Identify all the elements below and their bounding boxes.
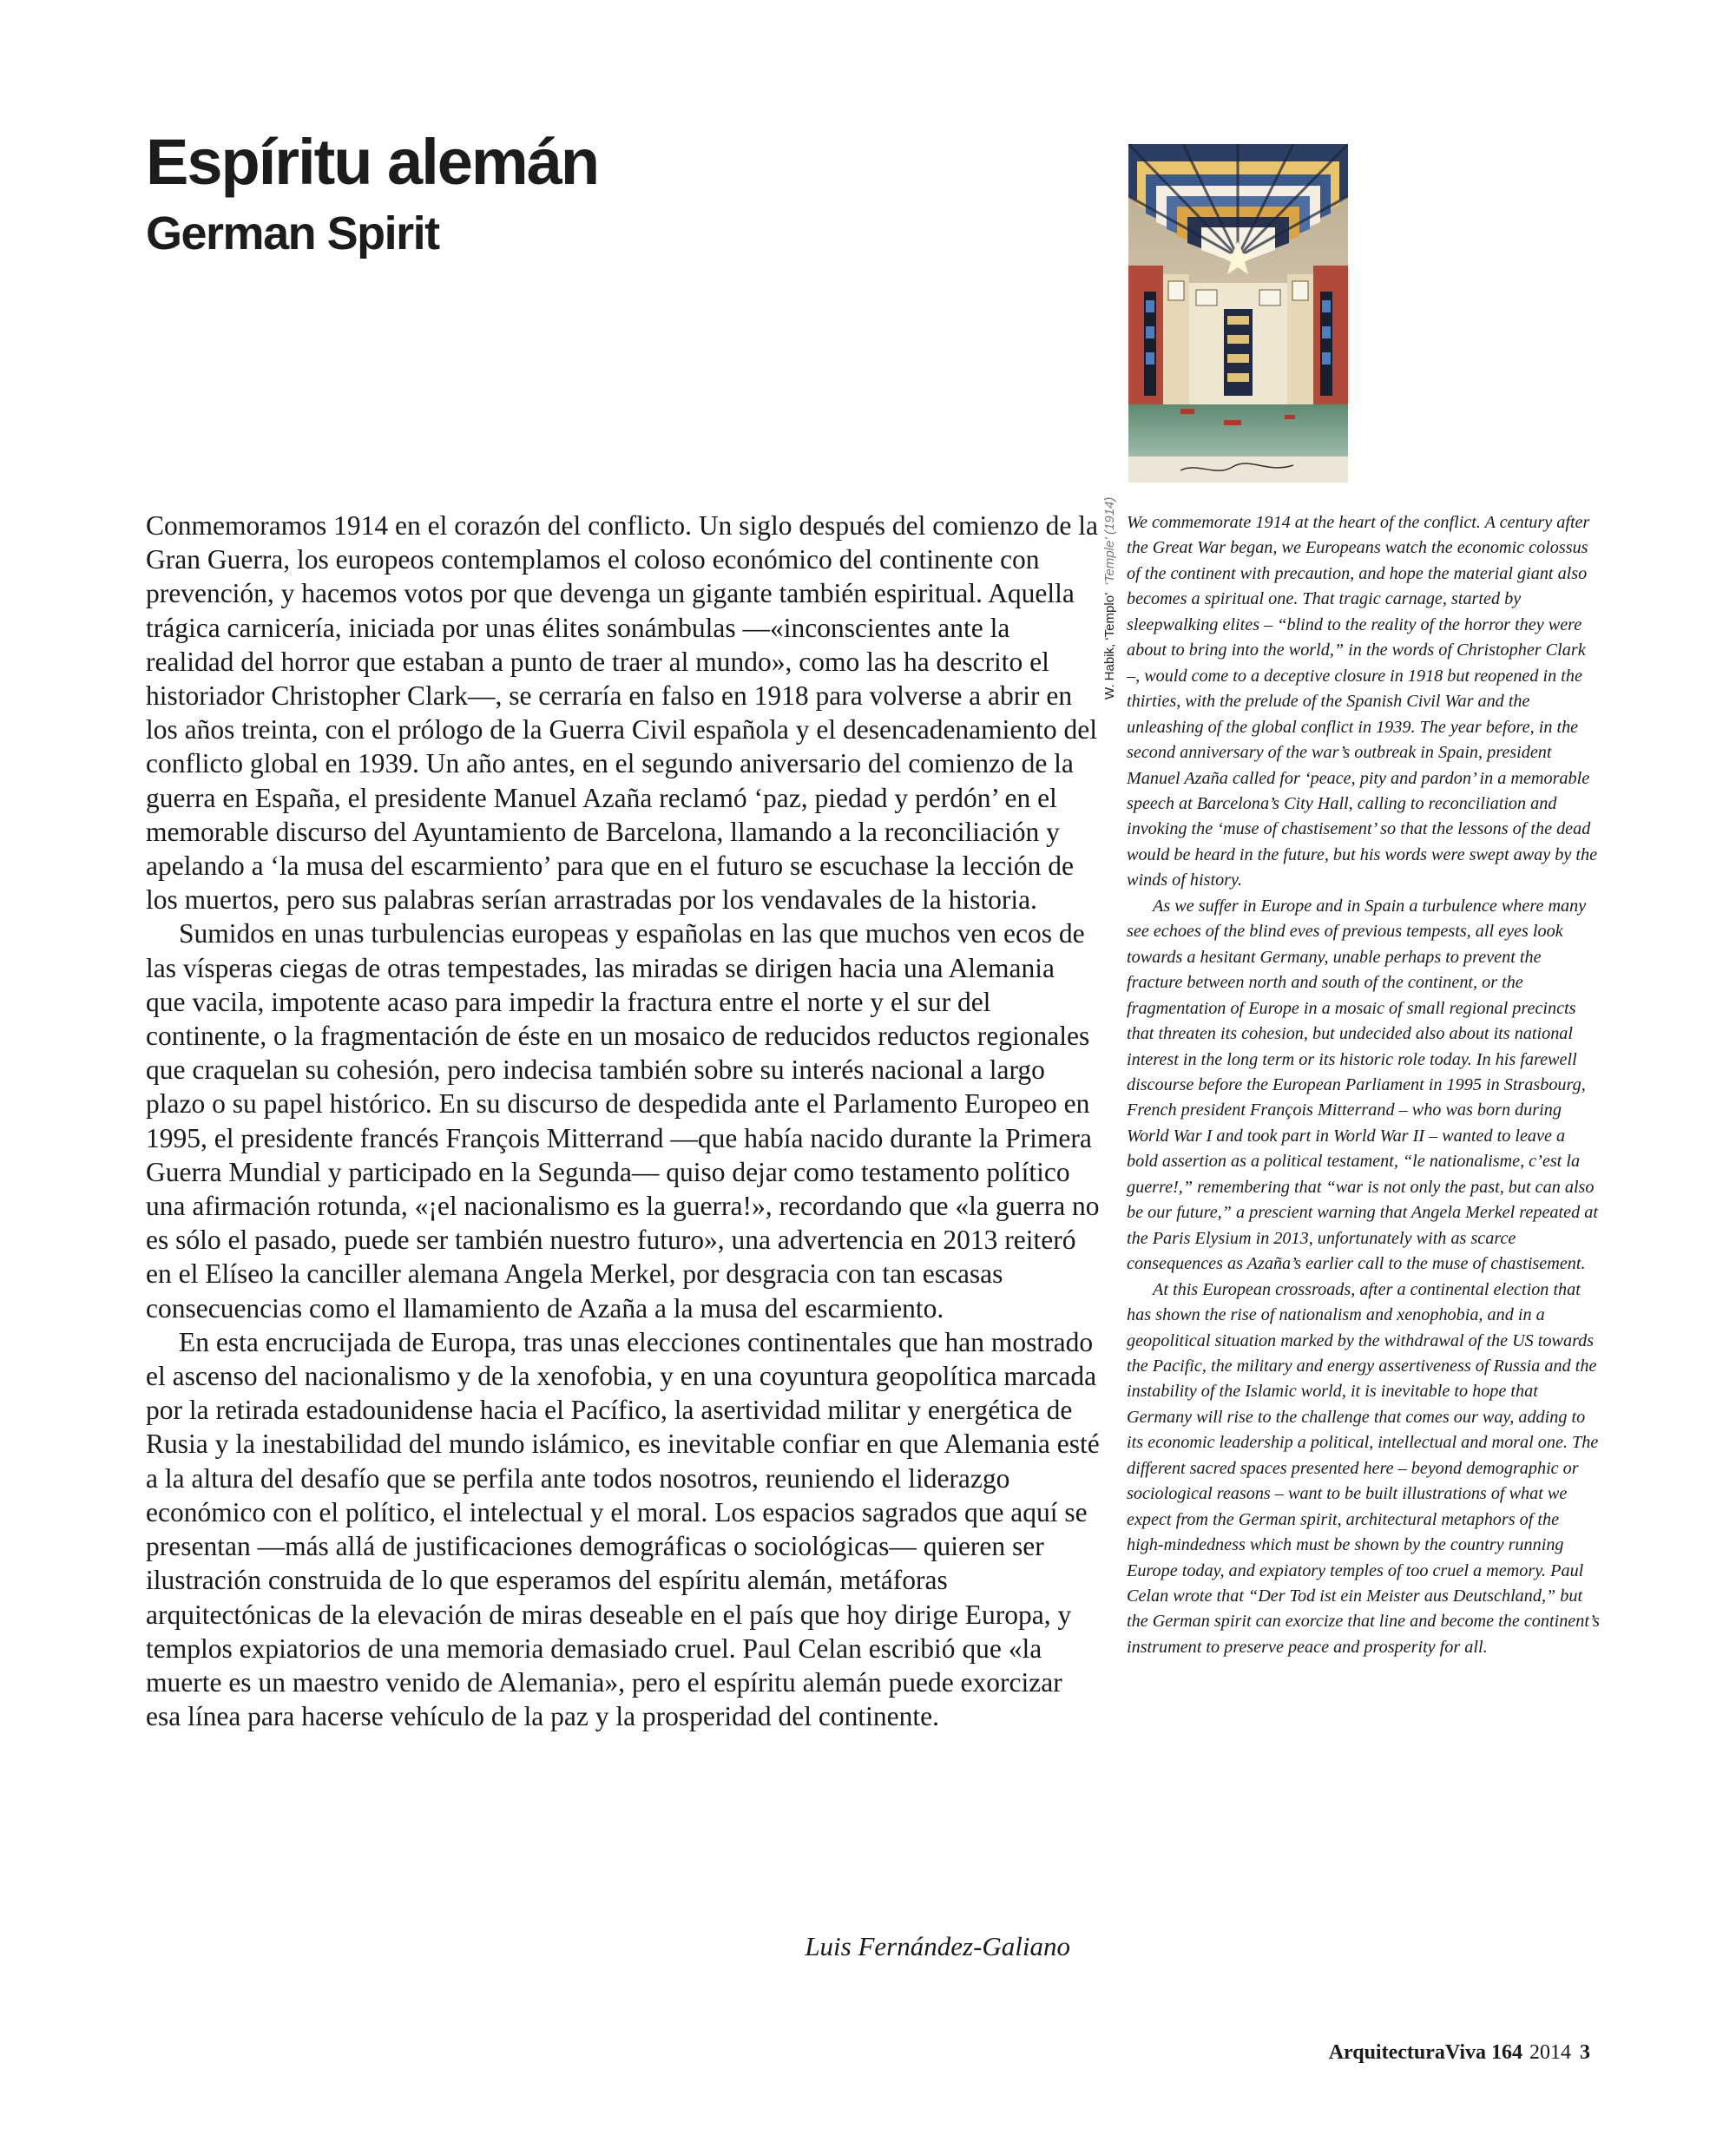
spanish-paragraph: Sumidos en unas turbulencias europeas y españolas en las que muchos ven ecos de las vísperas ciegas de otras tempestades, las miradas se dirigen hacia una Alemania que vacila, impotente acaso para impedir la fractura entre el norte y el sur del continente, o la fragmentación de éste en un mosaico de reducidos reductos regionales que craquelan su cohesión, pero indecisa también sobre su interés nacional a largo plazo o su papel histórico. En su discurso de despedida ante el Parlamento Europeo en 1995, el presidente francés François Mitterrand —que había nacido durante la Primera Guerra Mundial y participado en la Segunda— quiso dejar como testamento político una afirmación rotunda, «¡el nacionalismo es la guerra!», recordando que «la guerra no es sólo el pasado, puede ser también nuestro futuro», una advertencia en 2013 reiteró en el Elíseo la canciller alemana Angela Merkel, por desgracia con tan escasas consecuencias como el llamamiento de Azaña a la musa del escarmiento. — [146, 918, 1100, 1324]
caption-author: W. Habik, ‘Templo’ — [1102, 592, 1117, 700]
author-signature: Luis Fernández-Galiano — [805, 1931, 1070, 1961]
title-block — [146, 126, 599, 259]
figure-caption — [1097, 483, 1123, 700]
spanish-paragraph: En esta encrucijada de Europa, tras unas elecciones continentales que han mostrado el ascenso del nacionalismo y de la xenofobia, y en una coyuntura geopolítica marcada por la retirada estadounidense hacia el Pacífico, la asertividad militar y energética de Rusia y la inestabilidad del mundo islámico, es inevitable confiar en que Alemania esté a la altura del desafío que se perfila ante todos nosotros, reuniendo el liderazgo económico con el político, el intelectual y el moral. Los espacios sagrados que aquí se presentan —más allá de justificaciones demográficas o sociológicas— quieren ser ilustración construida de lo que esperamos del espíritu alemán, metáforas arquitectónicas de la elevación de miras deseable en el país que hoy dirige Europa, y templos expiatorios de una memoria demasiado cruel. Paul Celan escribió que «la muerte es un maestro venido de Alemania», pero el espíritu alemán puede exorcizar esa línea para hacerse vehículo de la paz y la prosperidad del continente. — [146, 1326, 1100, 1732]
page-number: 3 — [1580, 2041, 1590, 2064]
page-subtitle: German Spirit — [146, 207, 439, 259]
english-text-column — [1127, 510, 1600, 1660]
spanish-text-column — [146, 509, 1101, 1733]
issue-year: 2014 — [1529, 2041, 1571, 2064]
english-paragraph: As we suffer in Europe and in Spain a turbulence where many see echoes of the blind eves of previous tempests, all eyes look towards a hesitant Germany, unable perhaps to prevent the fracture between north and south of the continent, or the fragmentation of Europe in a mosaic of small regional precincts that threaten its cohesion, but undecided also about its national interest in the long term or its historic role today. In his farewell discourse before the European Parliament in 1995 in Strasbourg, French president François Mitterrand – who was born during World War I and took part in World War II – wanted to leave a bold assertion as a political testament, “le nationalisme, c’est la guerre!,” remembering that “war is not only the past, but can also be our future,” a prescient warning that Angela Merkel repeated at the Paris Elysium in 2013, unfortunately with as scarce consequences as Azaña’s earlier call to the muse of chastisement. — [1127, 896, 1598, 1274]
temple-illustration — [1128, 144, 1348, 483]
caption-english: ‘Temple’ (1914) — [1102, 496, 1117, 586]
magazine-name: ArquitecturaViva 164 — [1328, 2041, 1522, 2064]
page-title: Espíritu alemán — [146, 126, 599, 198]
page-footer — [1329, 2041, 1590, 2065]
english-paragraph: At this European crossroads, after a continental election that has shown the rise of nationalism and xenophobia, and in a geopolitical situation marked by the withdrawal of the US towards the Pacific, the military and energy assertiveness of Russia and the instability of the Islamic world, it is inevitable to hope that Germany will rise to the challenge that comes our way, adding to its economic leadership a political, intellectual and moral one. The different sacred spaces presented here – beyond demographic or sociological reasons – want to be built illustrations of what we expect from the German spirit, architectural metaphors of the high-mindedness which must be shown by the country running Europe today, and expiatory temples of too cruel a memory. Paul Celan wrote that “Der Tod ist ein Meister aus Deutschland,” but the German spirit can exorcize that line and become the continent’s instrument to preserve peace and prosperity for all. — [1127, 1279, 1600, 1657]
spanish-paragraph: Conmemoramos 1914 en el corazón del conflicto. Un siglo después del comienzo de la Gran Guerra, los europeos contemplamos el coloso económico del continente con prevención, y hacemos votos por que devenga un gigante también espiritual. Aquella trágica carnicería, iniciada por unas élites sonámbulas —«inconscientes ante la realidad del horror que estaban a punto de traer al mundo», como las ha descrito el historiador Christopher Clark—, se cerraría en falso en 1918 para volverse a abrir en los años treinta, con el prólogo de la Guerra Civil española y el desencadenamiento del conflicto global en 1939. Un año antes, en el segundo aniversario del comienzo de la guerra en España, el presidente Manuel Azaña reclamó ‘paz, piedad y perdón’ en el memorable discurso del Ayuntamiento de Barcelona, llamando a la reconciliación y apelando a ‘la musa del escarmiento’ para que en el futuro se escuchase la lección de los muertos, pero sus palabras serían arrastradas por los vendavales de la historia. — [146, 510, 1098, 916]
english-paragraph: We commemorate 1914 at the heart of the conflict. A century after the Great War began, we Europeans watch the economic colossus of the continent with precaution, and hope the material giant also becomes a spiritual one. That tragic carnage, started by sleepwalking elites – “blind to the reality of the horror they were about to bring into the world,” in the words of Christopher Clark –, would come to a deceptive closure in 1918 but reopened in the thirties, with the prelude of the Spanish Civil War and the unleashing of the global conflict in 1939. The year before, in the second anniversary of the war’s outbreak in Spain, president Manuel Azaña called for ‘peace, pity and pardon’ in a memorable speech at Barcelona’s City Hall, calling to reconciliation and invoking the ‘muse of chastisement’ so that the lessons of the dead would be heard in the future, but his words were swept away by the winds of history. — [1127, 513, 1598, 890]
